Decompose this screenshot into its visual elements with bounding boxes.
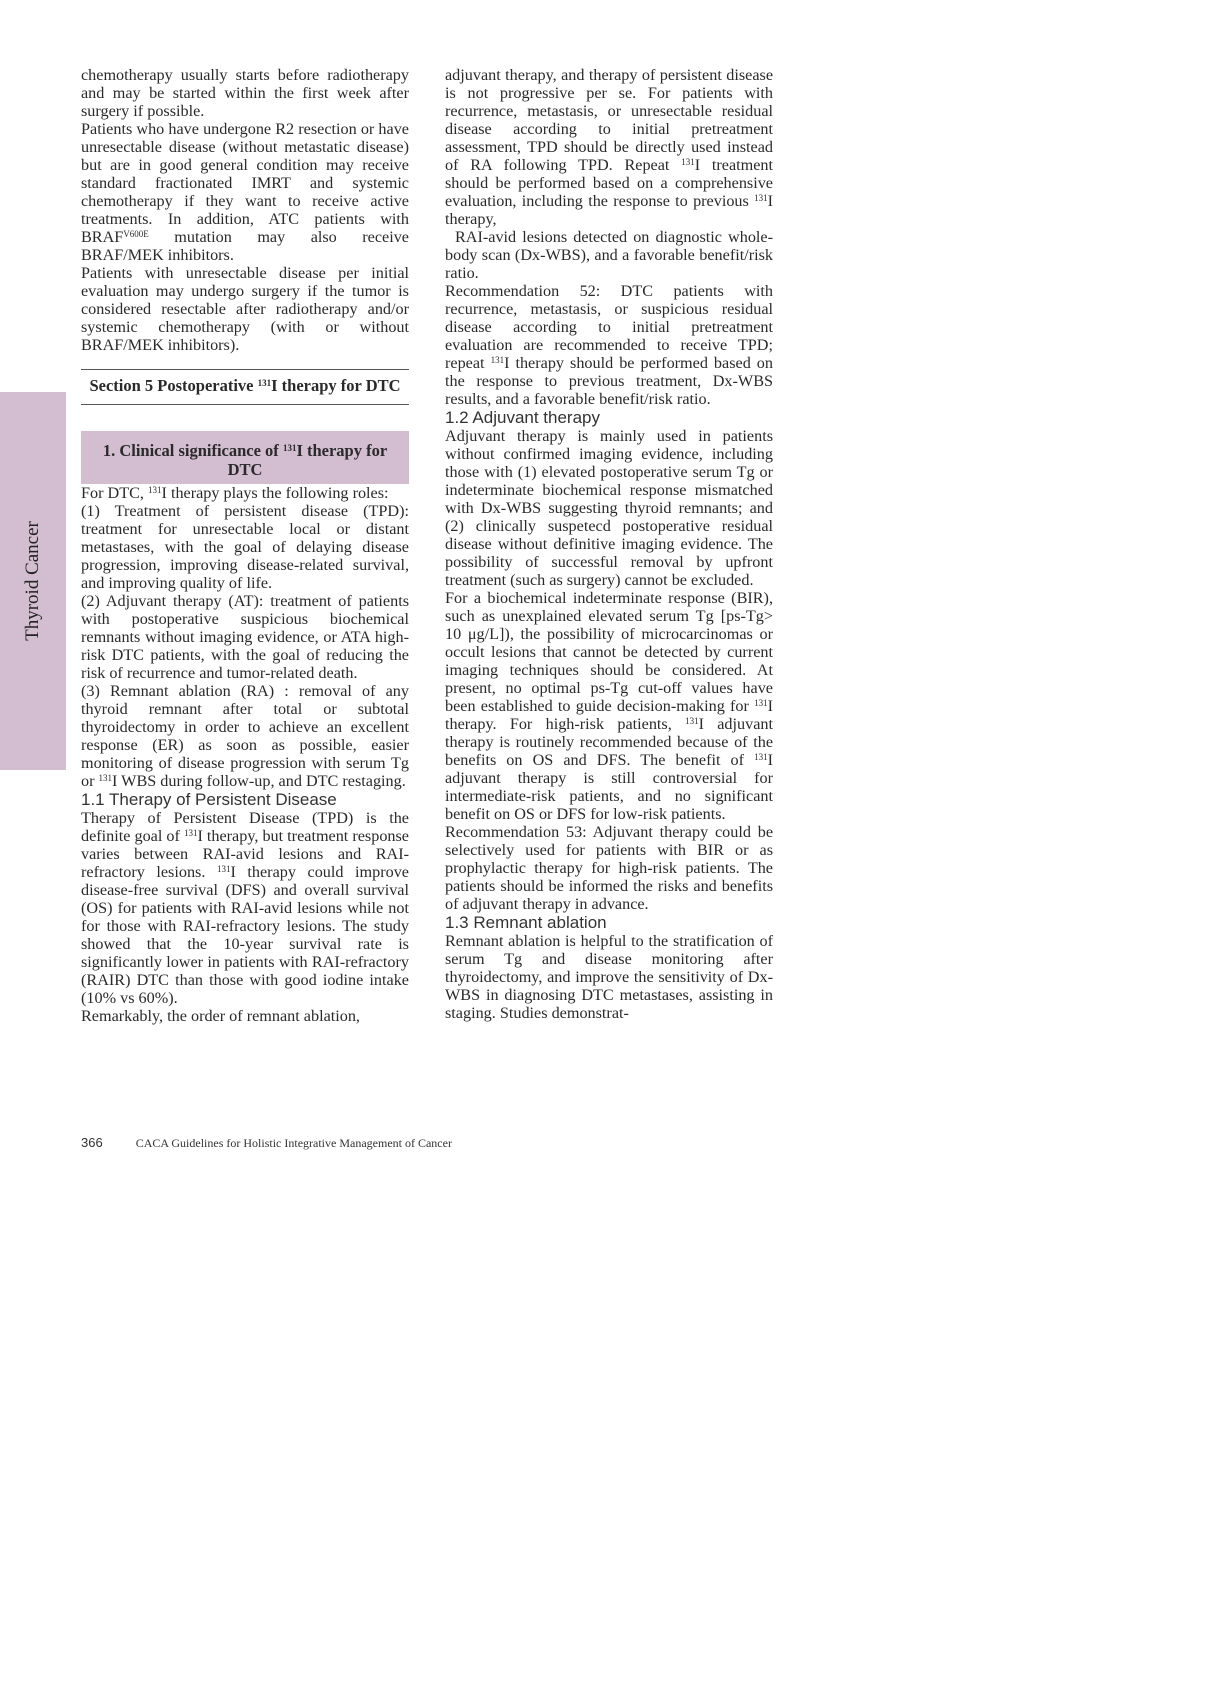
paragraph: Therapy of Persistent Disease (TPD) is the definite goal of $^{131}$I therapy, but treatment response varies between RAI-avid lesions and RAI-refractory lesions. $^{131}$I therapy could improve disease-free survival (DFS) and overall survival (OS) for patients with RAI-avid lesions while not for those with RAI-refractory lesions. The study showed that the 10-year survival rate is significantly lower in patients with RAI-refractory (RAIR) DTC than those with good iodine intake (10% vs 60%). (81, 809, 409, 1007)
paragraph: For DTC, $^{131}$I therapy plays the following roles: (81, 484, 389, 502)
paragraph: (3) Remnant ablation (RA) : removal of any thyroid remnant after total or subtotal thyroidectomy in order to achieve an excellent response (ER) as soon as possible, easier monitoring of disease progression with serum Tg or $^{131}$I WBS during follow-up, and DTC restaging. (81, 682, 409, 790)
paragraph: adjuvant therapy, and therapy of persistent disease is not progressive per se. For patients with recurrence, metastasis, or unresectable residual disease according to initial pretreatment assessment, TPD should be directly used instead of RA following TPD. Repeat $^{131}$I treatment should be performed based on a comprehensive evaluation, including the response to previous $^{131}$I therapy, (445, 66, 773, 228)
running-title: CACA Guidelines for Holistic Integrative Management of Cancer (135, 1136, 452, 1150)
paragraph: RAI-avid lesions detected on diagnostic whole-body scan (Dx-WBS), and a favorable benefit/risk ratio. (445, 228, 773, 282)
page-footer (81, 1135, 452, 1151)
paragraph: Patients who have undergone R2 resection or have unresectable disease (without metastatic disease) but are in good general condition may receive standard fractionated IMRT and systemic chemotherapy if they want to receive active treatments. In addition, ATC patients with $BRAF^{V600E}$ mutation may also receive BRAF/MEK inhibitors. (81, 120, 409, 264)
subsection-title: 1.2 Adjuvant therapy (445, 408, 601, 427)
section-heading: Section 5 Postoperative $^{131}$I therapy for DTC (81, 369, 409, 405)
paragraph: Remnant ablation is helpful to the stratification of serum Tg and disease monitoring after thyroidectomy, and improve the sensitivity of Dx-WBS in diagnosing DTC metastases, assisting in staging. Studies demonstrat- (445, 932, 773, 1022)
paragraph: (2) Adjuvant therapy (AT): treatment of patients with postoperative suspicious biochemical remnants without imaging evidence, or ATA high-risk DTC patients, with the goal of reducing the risk of recurrence and tumor-related death. (81, 592, 409, 682)
paragraph: Adjuvant therapy is mainly used in patients without confirmed imaging evidence, including those with (1) elevated postoperative serum Tg or indeterminate biochemical response mismatched with Dx-WBS suggesting thyroid remnants; and (2) clinically suspetecd postoperative residual disease without definitive imaging evidence. The possibility of successful removal by upfront treatment (such as surgery) cannot be excluded. (445, 427, 773, 589)
paragraph: (1) Treatment of persistent disease (TPD): treatment for unresectable local or distant metastases, with the goal of delaying disease progression, improving disease-related survival, and improving quality of life. (81, 502, 409, 592)
right-column (445, 66, 773, 1022)
paragraph: Remarkably, the order of remnant ablation, (81, 1007, 360, 1025)
paragraph: Patients with unresectable disease per initial evaluation may undergo surgery if the tumor is considered resectable after radiotherapy and/or systemic chemotherapy (with or without BRAF/MEK inhibitors). (81, 264, 409, 354)
side-tab-label: Thyroid Cancer (22, 521, 43, 641)
left-column (81, 66, 409, 1025)
subsection-title: 1.1 Therapy of Persistent Disease (81, 790, 337, 809)
recommendation: Recommendation 53: Adjuvant therapy could be selectively used for patients with BIR or as prophylactic therapy for high-risk patients. The patients should be informed the risks and benefits of adjuvant therapy in advance. (445, 823, 773, 913)
subsection-title: 1.3 Remnant ablation (445, 913, 607, 932)
page-number: 366 (81, 1135, 103, 1150)
paragraph: chemotherapy usually starts before radiotherapy and may be started within the first week after surgery if possible. (81, 66, 409, 120)
paragraph: For a biochemical indeterminate response (BIR), such as unexplained elevated serum Tg [ps-Tg> 10 μg/L]), the possibility of microcarcinomas or occult lesions that cannot be detected by current imaging techniques should be considered. At present, no optimal ps-Tg cut-off values have been established to guide decision-making for $^{131}$I therapy. For high-risk patients, $^{131}$I adjuvant therapy is routinely recommended because of the benefits on OS and DFS. The benefit of $^{131}$I adjuvant therapy is still controversial for intermediate-risk patients, and no significant benefit on OS or DFS for low-risk patients. (445, 589, 773, 823)
recommendation: Recommendation 52: DTC patients with recurrence, metastasis, or suspicious residual disease according to initial pretreatment evaluation are recommended to receive TPD; repeat $^{131}$I therapy should be performed based on the response to previous treatment, Dx-WBS results, and a favorable benefit/risk ratio. (445, 282, 773, 408)
subsection-heading-box: 1. Clinical significance of $^{131}$I therapy for DTC (81, 431, 409, 484)
side-tab (0, 392, 66, 770)
